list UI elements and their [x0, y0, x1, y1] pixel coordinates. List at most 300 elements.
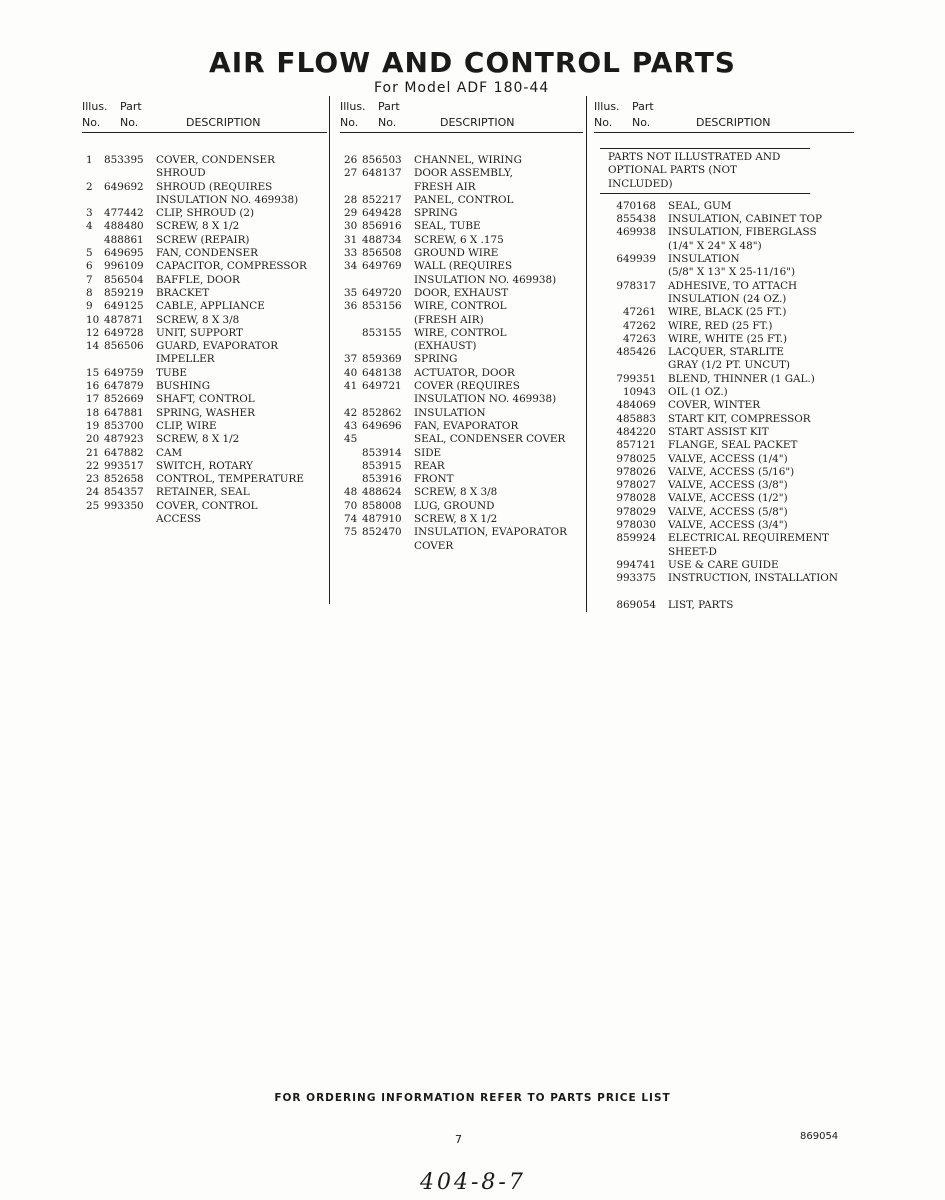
part-number: 993517 [104, 459, 144, 472]
parts-row [594, 572, 854, 585]
parts-row [594, 266, 854, 279]
part-number: 649721 [362, 380, 402, 393]
parts-row [82, 407, 327, 420]
parts-row [82, 380, 327, 393]
no-label: No. [82, 116, 101, 129]
part-number: 978026 [616, 465, 656, 478]
illus-number: 31 [344, 233, 358, 246]
part-number [104, 513, 156, 526]
part-description: START ASSIST KIT [668, 425, 769, 438]
part-description: LACQUER, STARLITE [668, 346, 784, 359]
illus-number: 43 [344, 419, 358, 432]
illus-number: 25 [86, 499, 100, 512]
parts-list [340, 154, 583, 553]
part-description: VALVE, ACCESS (1/2") [668, 492, 788, 505]
part-number: 854357 [104, 486, 144, 499]
optional-parts-list [594, 200, 854, 612]
part-number: 487910 [362, 513, 402, 526]
part-description: BAFFLE, DOOR [156, 273, 240, 286]
part-description: SHROUD [156, 167, 206, 180]
part-number: 853156 [362, 300, 402, 313]
parts-row [594, 213, 854, 226]
parts-row [82, 473, 327, 486]
parts-row [82, 234, 327, 247]
illus-number: 15 [86, 366, 100, 379]
illus-number: 16 [86, 380, 100, 393]
part-number: 859219 [104, 286, 144, 299]
illus-number: 1 [86, 154, 93, 166]
illus-number: 8 [86, 286, 93, 299]
parts-row [340, 207, 583, 220]
part-description: SPRING [414, 353, 458, 366]
part-label: Part [120, 100, 142, 113]
illus-number [340, 473, 362, 486]
part-number: 484069 [616, 399, 656, 412]
illus-number: 35 [344, 286, 358, 299]
illus-number: 70 [344, 499, 358, 512]
illus-number: 6 [86, 260, 93, 273]
illus-number: 30 [344, 220, 358, 233]
illus-number: 22 [86, 459, 100, 472]
illus-number: 3 [86, 207, 93, 220]
part-description: INSULATION NO. 469938) [156, 193, 299, 206]
part-number: 485426 [616, 346, 656, 359]
part-number [362, 433, 414, 446]
parts-row [594, 426, 854, 439]
part-description: SPRING, WASHER [156, 406, 255, 419]
illus-number: 2 [86, 180, 93, 193]
part-description: (EXHAUST) [414, 340, 477, 353]
part-number: 648138 [362, 366, 402, 379]
part-number: 47263 [622, 332, 656, 345]
part-description: UNIT, SUPPORT [156, 326, 243, 339]
part-description: (1/4" X 24" X 48") [668, 239, 762, 252]
parts-row [340, 420, 583, 433]
part-number: 47262 [622, 319, 656, 332]
part-number: 853916 [362, 473, 402, 486]
illus-number: 40 [344, 366, 358, 379]
part-number: 485883 [616, 412, 656, 425]
part-description: FLANGE, SEAL PACKET [668, 439, 798, 452]
illus-number: 28 [344, 193, 358, 206]
handwritten-annotation: 404-8-7 [420, 1170, 526, 1195]
illus-number [340, 340, 362, 353]
part-number: 978028 [616, 492, 656, 505]
part-description: CLIP, WIRE [156, 419, 217, 432]
part-number: 649720 [362, 286, 402, 299]
part-description: WIRE, BLACK (25 FT.) [668, 306, 787, 319]
parts-row [594, 200, 854, 213]
illus-number: 7 [86, 273, 93, 286]
parts-row [340, 247, 583, 260]
part-description: FRESH AIR [414, 180, 476, 193]
part-description: RETAINER, SEAL [156, 486, 250, 499]
part-number [612, 586, 668, 599]
part-number: 856503 [362, 154, 402, 166]
parts-row [82, 207, 327, 220]
illus-number: 23 [86, 473, 100, 486]
illus-label: Illus. [340, 100, 366, 113]
part-number: 488624 [362, 486, 402, 499]
part-number: 978025 [616, 452, 656, 465]
part-description: FAN, CONDENSER [156, 247, 258, 260]
illus-number: 4 [86, 220, 93, 233]
part-description: COVER, CONTROL [156, 499, 258, 512]
parts-row [82, 500, 327, 513]
part-description: INSULATION NO. 469938) [414, 273, 557, 286]
column-header [340, 96, 583, 134]
part-number: 993350 [104, 499, 144, 512]
parts-row [594, 599, 854, 612]
illus-number: 18 [86, 406, 100, 419]
part-number: 649692 [104, 180, 144, 193]
parts-row [82, 194, 327, 207]
parts-row [594, 506, 854, 519]
parts-row [340, 314, 583, 327]
illus-number: 9 [86, 300, 93, 313]
part-description: VALVE, ACCESS (1/4") [668, 452, 788, 465]
parts-row [340, 407, 583, 420]
parts-row [340, 234, 583, 247]
illus-number [340, 181, 362, 194]
parts-row [82, 260, 327, 273]
parts-row [594, 559, 854, 572]
illus-number [82, 194, 104, 207]
parts-row [340, 513, 583, 526]
illus-number: 37 [344, 353, 358, 366]
parts-row [594, 532, 854, 545]
part-description: SEAL, TUBE [414, 220, 481, 233]
part-description: SCREW, 8 X 3/8 [156, 313, 240, 326]
part-number: 647879 [104, 380, 144, 393]
part-number: 853700 [104, 419, 144, 432]
illus-number: 10 [86, 313, 100, 326]
parts-row [82, 300, 327, 313]
part-number: 852669 [104, 393, 144, 406]
parts-row [340, 526, 583, 539]
part-description: REAR [414, 459, 445, 472]
parts-row [594, 453, 854, 466]
part-number: 853155 [362, 326, 402, 339]
column-divider [329, 96, 330, 604]
no-label: No. [340, 116, 359, 129]
part-number: 649769 [362, 260, 402, 273]
parts-row [594, 373, 854, 386]
header-rule [82, 132, 327, 133]
parts-row [82, 353, 327, 366]
parts-row [82, 513, 327, 526]
illus-number: 33 [344, 247, 358, 260]
parts-row [594, 479, 854, 492]
part-number [362, 181, 414, 194]
part-number [612, 266, 668, 279]
parts-row [340, 340, 583, 353]
part-number: 852470 [362, 526, 402, 539]
part-description: WIRE, WHITE (25 FT.) [668, 332, 788, 345]
part-description: DOOR ASSEMBLY, [414, 167, 513, 180]
part-number: 477442 [104, 207, 144, 220]
parts-column-1 [82, 96, 327, 526]
part-number: 853915 [362, 459, 402, 472]
no-label: No. [594, 116, 613, 129]
parts-row [340, 154, 583, 167]
part-number: 855438 [616, 213, 656, 226]
part-label: Part [378, 100, 400, 113]
illus-number: 24 [86, 486, 100, 499]
illus-number [82, 513, 104, 526]
part-description: SCREW, 8 X 1/2 [156, 433, 240, 446]
part-number [104, 353, 156, 366]
parts-row [594, 359, 854, 372]
parts-row [340, 473, 583, 486]
note-line: PARTS NOT ILLUSTRATED AND [608, 151, 781, 163]
part-description: TUBE [156, 366, 187, 379]
parts-row [340, 167, 583, 180]
part-number: 47261 [622, 306, 656, 319]
part-description: LUG, GROUND [414, 499, 495, 512]
illus-label: Illus. [82, 100, 108, 113]
illus-number: 26 [344, 154, 358, 166]
part-number: 649728 [104, 326, 144, 339]
note-line: OPTIONAL PARTS (NOT INCLUDED) [608, 164, 737, 190]
illus-number: 20 [86, 433, 100, 446]
parts-row [594, 320, 854, 333]
parts-row [340, 393, 583, 406]
part-number [104, 167, 156, 180]
parts-row [82, 167, 327, 180]
parts-row [340, 540, 583, 553]
illus-number: 19 [86, 419, 100, 432]
part-number: 488480 [104, 220, 144, 233]
part-number: 853914 [362, 446, 402, 459]
ordering-note: FOR ORDERING INFORMATION REFER TO PARTS PRICE LIST [274, 1092, 671, 1104]
parts-row [82, 367, 327, 380]
part-description: INSTRUCTION, INSTALLATION [668, 572, 838, 585]
illus-number: 27 [344, 167, 358, 180]
part-number: 869054 [616, 598, 656, 611]
part-description: SCREW (REPAIR) [156, 233, 250, 246]
illus-number: 12 [86, 326, 100, 339]
illus-number [82, 167, 104, 180]
part-description: (FRESH AIR) [414, 313, 484, 326]
part-number: 488734 [362, 233, 402, 246]
parts-row [594, 240, 854, 253]
illus-number [82, 353, 104, 366]
part-description: ACCESS [156, 513, 202, 526]
parts-row [82, 433, 327, 446]
part-description: INSULATION [668, 253, 740, 266]
document-number: 869054 [800, 1131, 839, 1142]
parts-row [82, 247, 327, 260]
part-number: 856508 [362, 247, 402, 260]
part-number [362, 274, 414, 287]
part-number [612, 293, 668, 306]
part-number: 649125 [104, 300, 144, 313]
part-description: VALVE, ACCESS (3/8") [668, 479, 788, 492]
illus-number: 29 [344, 207, 358, 220]
illus-label: Illus. [594, 100, 620, 113]
part-description: SEAL, CONDENSER COVER [414, 433, 566, 446]
part-number: 859924 [616, 532, 656, 545]
illus-number: 48 [344, 486, 358, 499]
parts-row [82, 314, 327, 327]
parts-row [594, 226, 854, 239]
part-number: 647882 [104, 446, 144, 459]
part-number: 487923 [104, 433, 144, 446]
parts-row [594, 492, 854, 505]
part-description: IMPELLER [156, 353, 215, 366]
part-description: INSULATION, CABINET TOP [668, 213, 823, 226]
illus-number [82, 234, 104, 247]
part-description: CONTROL, TEMPERATURE [156, 473, 304, 486]
parts-row [82, 287, 327, 300]
part-number: 856504 [104, 273, 144, 286]
part-number: 978317 [616, 279, 656, 292]
part-description: GUARD, EVAPORATOR [156, 340, 279, 353]
part-description: CLIP, SHROUD (2) [156, 207, 255, 220]
part-number [612, 240, 668, 253]
parts-row [594, 586, 854, 599]
column-divider [586, 96, 587, 612]
parts-row [594, 306, 854, 319]
parts-row [82, 393, 327, 406]
part-number: 487871 [104, 313, 144, 326]
illus-number: 41 [344, 380, 358, 393]
parts-row [594, 293, 854, 306]
parts-row [340, 353, 583, 366]
no2-label: No. [120, 116, 139, 129]
part-description: SCREW, 6 X .175 [414, 233, 504, 246]
part-description: SWITCH, ROTARY [156, 459, 254, 472]
parts-row [340, 274, 583, 287]
parts-row [594, 519, 854, 532]
illus-number [340, 393, 362, 406]
part-description: SCREW, 8 X 1/2 [156, 220, 240, 233]
part-description: VALVE, ACCESS (5/8") [668, 505, 788, 518]
part-number: 649939 [616, 253, 656, 266]
part-description: SHAFT, CONTROL [156, 393, 255, 406]
part-number: 852862 [362, 406, 402, 419]
illus-number [340, 447, 362, 460]
part-description: (5/8" X 13" X 25-11/16") [668, 266, 796, 279]
page-number: 7 [455, 1133, 462, 1146]
part-description: INSULATION, FIBERGLASS [668, 226, 817, 239]
part-description: SPRING [414, 207, 458, 220]
part-description: INSULATION, EVAPORATOR [414, 526, 567, 539]
column-header [82, 96, 327, 134]
parts-row [340, 460, 583, 473]
part-description: SIDE [414, 446, 442, 459]
part-number: 856916 [362, 220, 402, 233]
part-description: SEAL, GUM [668, 199, 732, 212]
illus-number: 14 [86, 340, 100, 353]
parts-column-3 [594, 96, 854, 612]
parts-row [82, 327, 327, 340]
part-description: VALVE, ACCESS (5/16") [668, 465, 795, 478]
parts-row [594, 333, 854, 346]
description-label: DESCRIPTION [186, 116, 261, 129]
not-illustrated-note [600, 148, 810, 194]
illus-number: 36 [344, 300, 358, 313]
part-number [612, 359, 668, 372]
part-number: 470168 [616, 199, 656, 212]
part-number: 647881 [104, 406, 144, 419]
part-description: SCREW, 8 X 3/8 [414, 486, 498, 499]
parts-list [594, 148, 854, 612]
description-label: DESCRIPTION [696, 116, 771, 129]
part-description: FAN, EVAPORATOR [414, 419, 519, 432]
parts-row [340, 220, 583, 233]
part-description: WIRE, CONTROL [414, 326, 507, 339]
part-description: LIST, PARTS [668, 598, 734, 611]
part-number: 993375 [616, 572, 656, 585]
part-number: 859369 [362, 353, 402, 366]
part-description: FRONT [414, 473, 454, 486]
part-number [612, 546, 668, 559]
part-description: SCREW, 8 X 1/2 [414, 513, 498, 526]
no2-label: No. [378, 116, 397, 129]
part-description: INSULATION [414, 406, 486, 419]
illus-number [340, 314, 362, 327]
part-description: COVER, CONDENSER [156, 154, 275, 166]
part-description: GROUND WIRE [414, 247, 499, 260]
parts-row [594, 546, 854, 559]
parts-column-2 [340, 96, 583, 553]
part-number: 649696 [362, 419, 402, 432]
part-number: 649428 [362, 207, 402, 220]
part-number: 10943 [622, 386, 656, 399]
part-description: SHEET-D [668, 545, 717, 558]
part-description: BLEND, THINNER (1 GAL.) [668, 372, 815, 385]
header-rule [594, 132, 854, 133]
no2-label: No. [632, 116, 651, 129]
illus-number [340, 327, 362, 340]
illus-number: 75 [344, 526, 358, 539]
part-number: 852658 [104, 473, 144, 486]
part-description: GRAY (1/2 PT. UNCUT) [668, 359, 790, 372]
part-description: START KIT, COMPRESSOR [668, 412, 811, 425]
parts-row [340, 433, 583, 446]
parts-row [594, 399, 854, 412]
illus-number [340, 540, 362, 553]
part-number: 857121 [616, 439, 656, 452]
parts-row [594, 280, 854, 293]
illus-number: 45 [344, 433, 358, 446]
part-description: COVER (REQUIRES [414, 380, 520, 393]
part-number: 799351 [616, 372, 656, 385]
part-number [104, 194, 156, 207]
parts-row [594, 346, 854, 359]
part-number: 649695 [104, 247, 144, 260]
parts-row [82, 420, 327, 433]
illus-number: 42 [344, 406, 358, 419]
part-number: 858008 [362, 499, 402, 512]
parts-row [82, 340, 327, 353]
part-number [362, 340, 414, 353]
part-description: COVER [414, 539, 454, 552]
part-number [362, 540, 414, 553]
page-subtitle: For Model ADF 180-44 [374, 80, 550, 96]
part-description: USE & CARE GUIDE [668, 558, 779, 571]
illus-number: 34 [344, 260, 358, 273]
part-description: BUSHING [156, 380, 211, 393]
part-number: 994741 [616, 558, 656, 571]
part-description: CABLE, APPLIANCE [156, 300, 265, 313]
part-number: 649759 [104, 366, 144, 379]
part-label: Part [632, 100, 654, 113]
part-number [362, 393, 414, 406]
description-label: DESCRIPTION [440, 116, 515, 129]
